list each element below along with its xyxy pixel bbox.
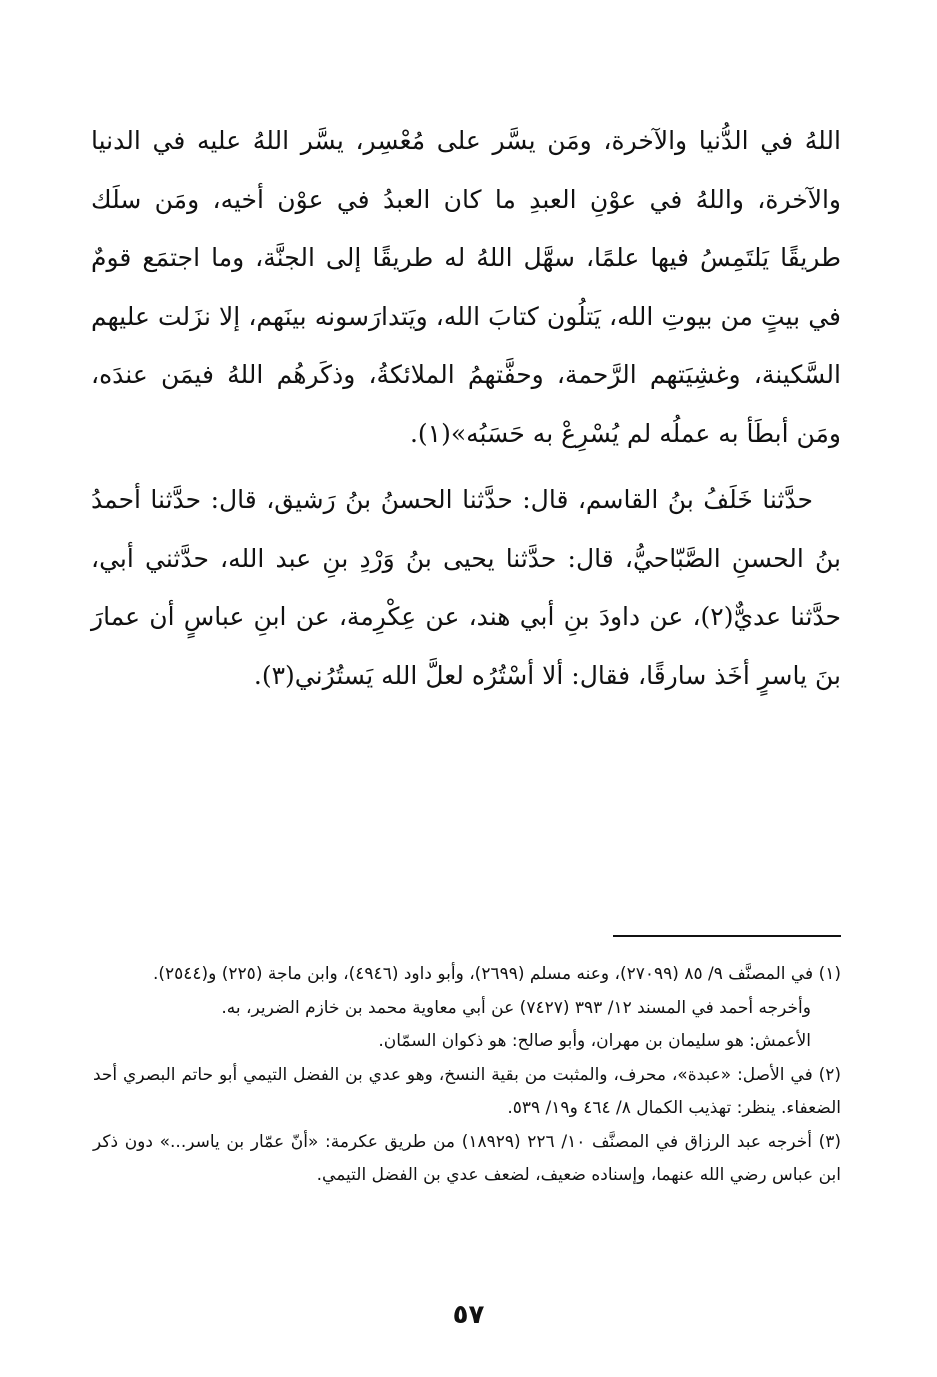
footnotes bbox=[93, 958, 841, 1193]
footnote-2: (٢) في الأصل: «عبدة»، محرف، والمثبت من بقية النسخ، وهو عدي بن الفضل التيمي أبو حاتم البصري أحد الضعفاء. ينظر: تهذيب الكمال ٨/ ٤٦٤ و١٩/ ٥٣٩. bbox=[93, 1064, 841, 1118]
footnote-1-continuation-1: وأخرجه أحمد في المسند ١٢/ ٣٩٣ (٧٤٢٧) عن أبي معاوية محمد بن خازم الضرير، به. bbox=[221, 997, 811, 1018]
page-number: ٥٧ bbox=[452, 1300, 485, 1330]
paragraph-2: حدَّثنا خَلَفُ بنُ القاسم، قال: حدَّثنا الحسنُ بنُ رَشيق، قال: حدَّثنا أحمدُ بنُ الحسنِ الصَّبّاحيُّ، قال: حدَّثنا يحيى بنُ وَرْدِ بنِ عبد الله، حدَّثني أبي، حدَّثنا عديٌّ(٢)، عن داودَ بنِ أبي هند، عن عِكْرِمة، عن ابنِ عباسٍ أن عمارَ بنَ ياسرٍ أخَذ سارقًا، فقال: ألا أسْتُرُه لعلَّ الله يَستُرُني(٣). bbox=[91, 485, 841, 690]
footnote-1-continuation-2: الأعمش: هو سليمان بن مهران، وأبو صالح: هو ذكوان السمّان. bbox=[378, 1031, 811, 1051]
main-text bbox=[91, 112, 841, 705]
footnote-1: (١) في المصنَّف ٩/ ٨٥ (٢٧٠٩٩)، وعنه مسلم (٢٦٩٩)، وأبو داود (٤٩٤٦)، وابن ماجة (٢٢٥) و(٢٥٤٤). bbox=[152, 964, 841, 984]
footnote-separator bbox=[613, 935, 841, 937]
footnote-3: (٣) أخرجه عبد الرزاق في المصنَّف ١٠/ ٢٢٦ (١٨٩٢٩) من طريق عكرمة: «أنّ عمّار بن ياسر...» دون ذكر ابن عباس رضي الله عنهما، وإسناده ضعيف، لضعف عدي بن الفضل التيمي. bbox=[93, 1131, 842, 1185]
paragraph-1: اللهُ في الدُّنيا والآخرة، ومَن يسَّر على مُعْسِر، يسَّر اللهُ عليه في الدنيا والآخرة، واللهُ في عوْنِ العبدِ ما كان العبدُ في عوْن أخيه، ومَن سلَك طريقًا يَلتَمِسُ فيها علمًا، سهَّل اللهُ له طريقًا إلى الجنَّة، وما اجتمَع قومٌ في بيتٍ من بيوتِ الله، يَتلُون كتابَ الله، ويَتدارَسونه بينَهم، إلا نزَلت عليهم السَّكينة، وغشِيَتهم الرَّحمة، وحفَّتهمُ الملائكةُ، وذكَرهُم اللهُ فيمَن عندَه، ومَن أبطَأ به عملُه لم يُسْرِعْ به حَسَبُه»(١). bbox=[91, 126, 841, 448]
